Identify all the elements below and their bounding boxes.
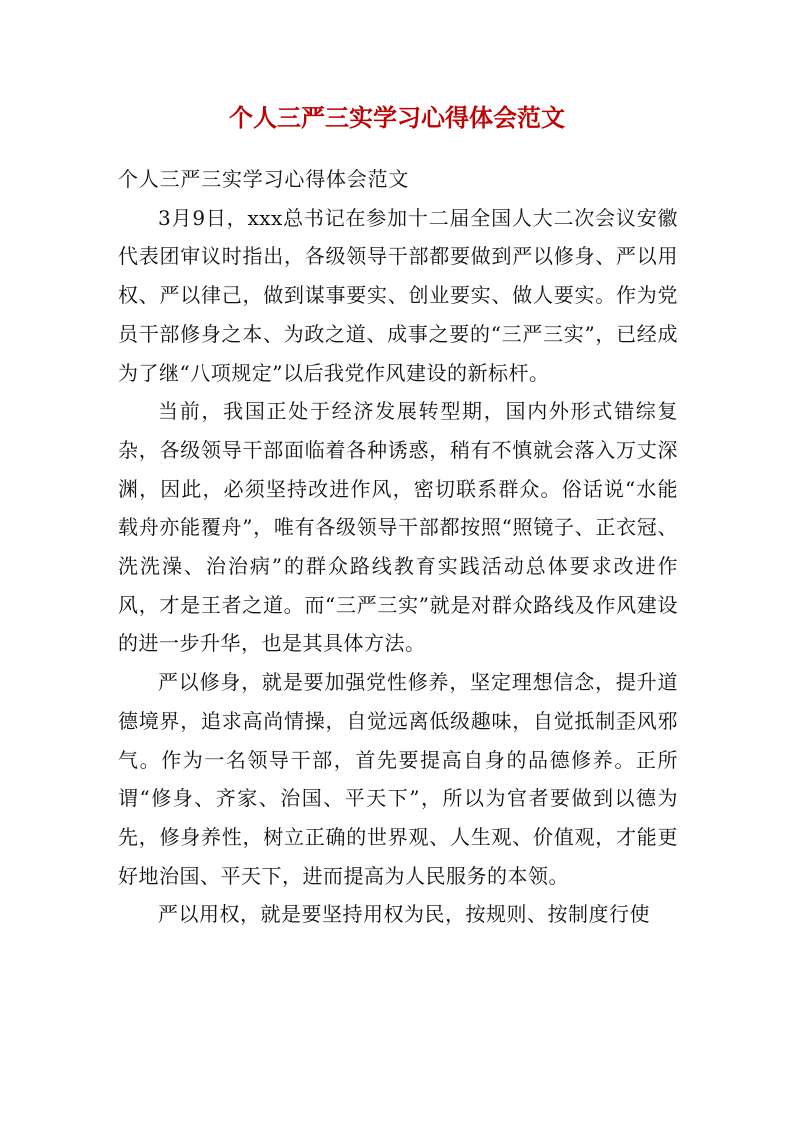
document-body: [118, 160, 678, 934]
paragraph: 3月9日，xxx总书记在参加十二届全国人大二次会议安徽代表团审议时指出，各级领导干部都要做到严以修身、严以用权、严以律己，做到谋事要实、创业要实、做人要实。作为党员干部修身之本、为政之道、成事之要的“三严三实”，已经成为了继“八项规定”以后我党作风建设的新标杆。: [118, 205, 678, 385]
paragraph: 严以修身，就是要加强党性修养，坚定理想信念，提升道德境界，追求高尚情操，自觉远离低级趣味，自觉抵制歪风邪气。作为一名领导干部，首先要提高自身的品德修养。正所谓“修身、齐家、治国、平天下”，所以为官者要做到以德为先，修身养性，树立正确的世界观、人生观、价值观，才能更好地治国、平天下，进而提高为人民服务的本领。: [118, 670, 678, 888]
paragraph: 当前，我国正处于经济发展转型期，国内外形式错综复杂，各级领导干部面临着各种诱惑，稍有不慎就会落入万丈深渊，因此，必须坚持改进作风，密切联系群众。俗话说“水能载舟亦能覆舟”，唯有各级领导干部都按照“照镜子、正衣冠、洗洗澡、治治病”的群众路线教育实践活动总体要求改进作风，才是王者之道。而“三严三实”就是对群众路线及作风建设的进一步升华，也是其具体方法。: [118, 399, 678, 656]
document-title: 个人三严三实学习心得体会范文: [229, 103, 565, 132]
document-subtitle: 个人三严三实学习心得体会范文: [118, 167, 410, 191]
paragraph: 严以用权，就是要坚持用权为民，按规则、按制度行使: [158, 902, 650, 927]
